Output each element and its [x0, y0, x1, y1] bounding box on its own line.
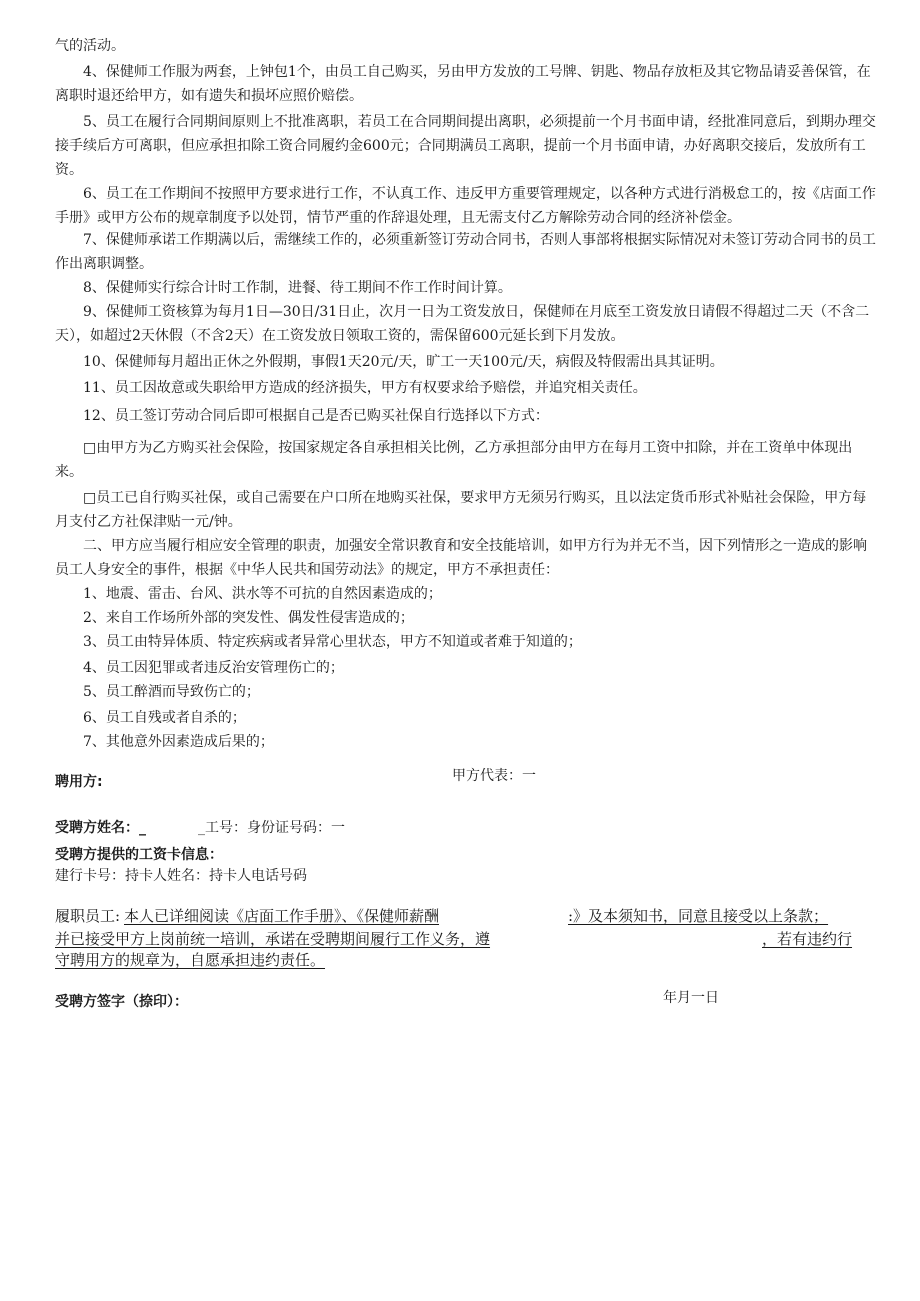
employee-id-label: _工号：身份证号码：一	[198, 820, 345, 836]
list-item: 4、员工因犯罪或者违反治安管理伤亡的；	[83, 660, 344, 676]
clause-8: 8、保健师实行综合计时工作制，进餐、待工期间不作工作时间计算。	[83, 280, 512, 296]
clause-9: 9、保健师工资核算为每月1日—30日/31日止，次月一日为工资发放日，保健师在月底至工资发放日请假不得超过二天（不含二天），如超过2天休假（不含2天）在工资发放日领取工资的，需保留600元延长到下月发放。	[55, 304, 870, 344]
paragraph-continuation: 气的活动。	[55, 38, 125, 54]
list-item: 2、来自工作场所外部的突发性、偶发性侵害造成的；	[83, 610, 414, 626]
clause-4: 4、保健师工作服为两套，上钟包1个，由员工自己购买，另由甲方发放的工号牌、钥匙、物品存放柜及其它物品请妥善保管，在离职时退还给甲方，如有遗失和损坏应照价赔偿。	[55, 64, 871, 104]
insurance-option-2: □员工已自行购买社保，或自己需要在户口所在地购买社保，要求甲方无须另行购买，且以法定货币形式补贴社会保险，甲方每月支付乙方社保津贴一元/钟。	[55, 490, 867, 530]
list-item: 1、地震、雷击、台风、洪水等不可抗的自然因素造成的；	[83, 586, 442, 602]
clause-10: 10、保健师每月超出正休之外假期，事假1天20元/天，旷工一天100元/天，病假及特假需出具其证明。	[83, 354, 724, 370]
clause-11: 11、员工因故意或失职给甲方造成的经济损失，甲方有权要求给予赔偿，并追究相关责任。	[83, 380, 647, 396]
insurance-option-1: □由甲方为乙方购买社会保险，按国家规定各自承担相关比例，乙方承担部分由甲方在每月工资中扣除，并在工资单中体现出来。	[55, 440, 853, 480]
declaration-line-3: 守聘用方的规章为，自愿承担违约责任。	[55, 951, 326, 969]
section-2: 二、甲方应当履行相应安全管理的职责，加强安全常识教育和安全技能培训，如甲方行为并无不当，因下列情形之一造成的影响员工人身安全的事件，根据《中华人民共和国劳动法》的规定，甲方不承担责任：	[55, 538, 867, 578]
declaration-line-2b: ，若有违约行	[762, 930, 853, 948]
salary-card-title: 受聘方提供的工资卡信息：	[55, 847, 223, 863]
salary-card-fields: 建行卡号：持卡人姓名：持卡人电话号码	[55, 868, 307, 884]
signature-label: 受聘方签字（捺印）：	[55, 994, 188, 1010]
list-item: 6、员工自残或者自杀的；	[83, 710, 246, 726]
list-item: 5、员工醉酒而导致伤亡的；	[83, 684, 260, 700]
clause-7: 7、保健师承诺工作期满以后，需继续工作的，必须重新签订劳动合同书，否则人事部将根据实际情况对未签订劳动合同书的员工作出离职调整。	[55, 232, 876, 272]
list-item: 7、其他意外因素造成后果的；	[83, 734, 274, 750]
employer-rep-label: 甲方代表：一	[452, 768, 536, 784]
clause-12: 12、员工签订劳动合同后即可根据自己是否已购买社保自行选择以下方式：	[83, 408, 549, 424]
employee-name-label: 受聘方姓名：_	[55, 820, 146, 836]
declaration-line-1a: 本人已详细阅读《店面工作手册》、《保健师薪酬	[124, 907, 440, 925]
declaration-line-1b: :》及本须知书，同意且接受以上条款；	[568, 907, 829, 925]
clause-6: 6、员工在工作期间不按照甲方要求进行工作，不认真工作、违反甲方重要管理规定，以各种方式进行消极怠工的，按《店面工作手册》或甲方公布的规章制度予以处罚，情节严重的作辞退处理，且无需支付乙方解除劳动合同的经济补偿金。	[55, 186, 876, 226]
declaration-line-2a: 并已接受甲方上岗前统一培训，承诺在受聘期间履行工作义务，遵	[55, 930, 491, 948]
list-item: 3、员工由特异体质、特定疾病或者异常心里状态，甲方不知道或者难于知道的；	[83, 634, 582, 650]
signature-date: 年月一日	[663, 990, 719, 1006]
declaration-prefix: 履职员工:	[55, 907, 121, 925]
clause-5: 5、员工在履行合同期间原则上不批准离职，若员工在合同期间提出离职，必须提前一个月书面申请，经批准同意后，到期办理交接手续后方可离职，但应承担扣除工资合同履约金600元；合同期满员工离职，提前一个月书面申请，办好离职交接后，发放所有工资。	[55, 114, 876, 178]
employer-label: 聘用方:	[55, 774, 103, 790]
